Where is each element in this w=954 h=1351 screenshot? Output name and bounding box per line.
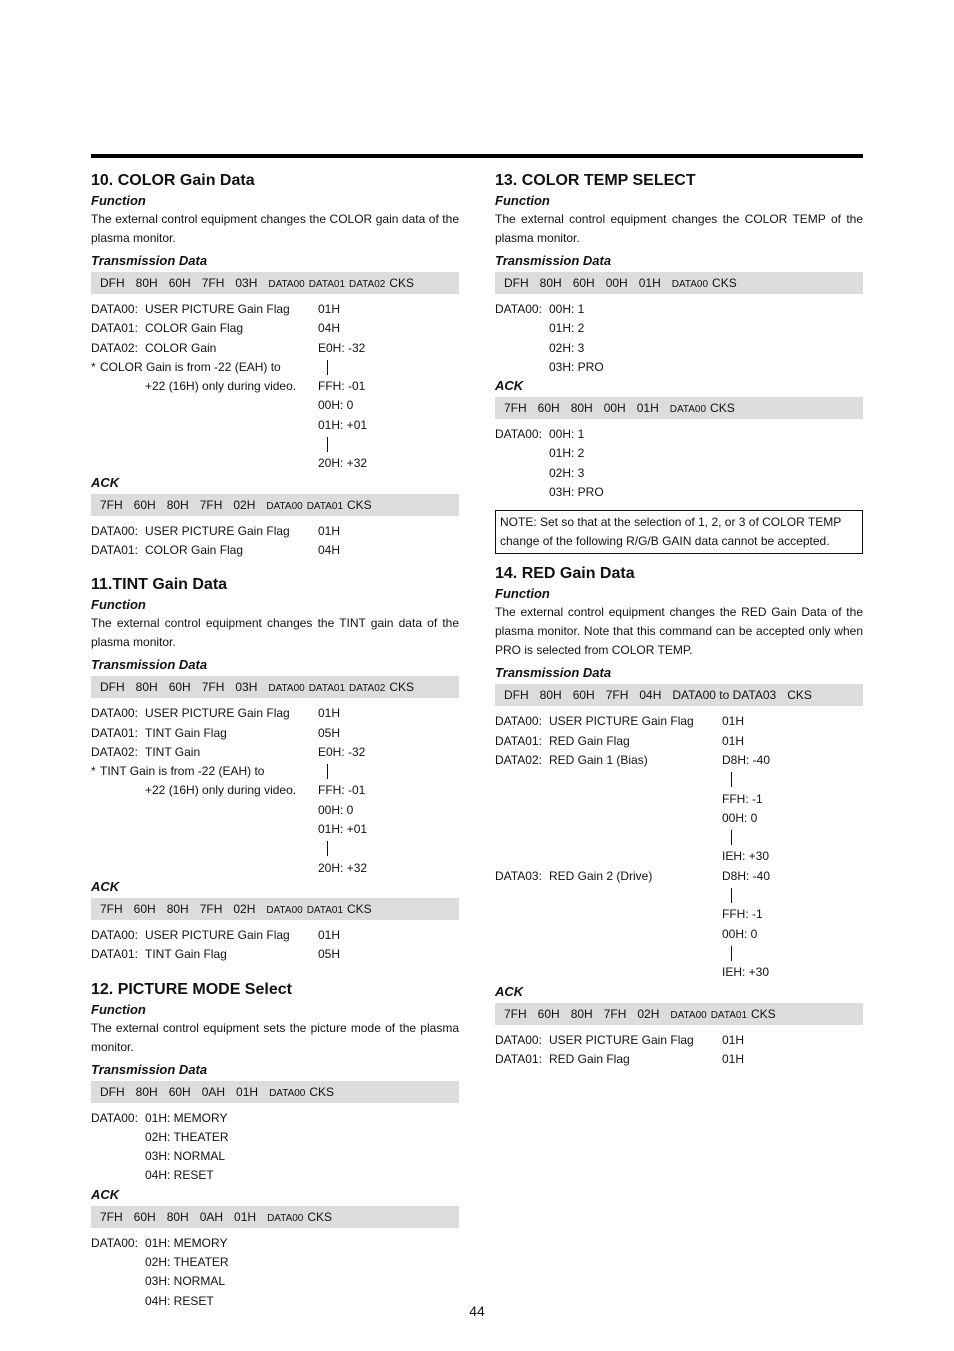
row-value: FFH: -01 (318, 379, 366, 394)
row-name: TINT Gain is from -22 (EAH) to (100, 764, 265, 779)
data-row (91, 1128, 459, 1147)
bar-field: CKS (712, 276, 737, 290)
data-row (495, 300, 863, 319)
bar-field: 7FH (100, 1209, 123, 1224)
row-value: 00H: 0 (318, 802, 354, 817)
range-line (327, 437, 328, 452)
bar-field: 80H (166, 497, 189, 512)
row-name: TINT Gain (145, 744, 201, 759)
row-value: 05H (318, 725, 341, 740)
bar-field: CKS (389, 680, 415, 695)
data-row (91, 377, 459, 396)
row-name: 00H: 1 (549, 427, 585, 442)
bar-field: DATA00 (267, 1212, 304, 1224)
data-row (495, 847, 863, 866)
row-key: DATA02: (91, 340, 138, 355)
data-row (495, 944, 863, 963)
data-row (91, 522, 459, 541)
row-name: COLOR Gain Flag (145, 542, 244, 557)
top-rule (91, 154, 863, 158)
row-value: 20H: +32 (318, 456, 368, 471)
function-label: Function (91, 597, 146, 613)
bar-field: DATA00 (266, 500, 303, 512)
bar-field: 7FH (603, 1006, 627, 1021)
row-name: 03H: NORMAL (145, 1149, 226, 1164)
bar-field: 04H (639, 688, 662, 703)
row-value: FFH: -1 (722, 907, 763, 922)
row-name: COLOR Gain is from -22 (EAH) to (100, 359, 281, 374)
row-value: 00H: 0 (722, 810, 758, 825)
row-name: 01H: MEMORY (145, 1110, 228, 1125)
row-value: 01H: +01 (318, 822, 368, 837)
data-rows (495, 712, 863, 982)
bar-field: DATA00 (266, 904, 303, 916)
page-number: 44 (469, 1303, 485, 1319)
row-name: 02H: THEATER (145, 1129, 229, 1144)
data-row (495, 751, 863, 770)
data-row (91, 820, 459, 839)
data-row (91, 1234, 459, 1253)
row-value: E0H: -32 (318, 744, 366, 759)
data-row (495, 770, 863, 789)
row-name: USER PICTURE Gain Flag (145, 302, 290, 316)
function-label: Function (495, 193, 550, 208)
data-row (91, 541, 459, 560)
row-name: 03H: PRO (549, 359, 604, 374)
bar-field: DATA01 (308, 279, 346, 290)
row-value: D8H: -40 (722, 868, 771, 883)
bar-field: DFH (100, 1084, 125, 1099)
section-description: The external control equipment changes the COLOR gain data of the plasma monitor. (91, 212, 459, 245)
row-value: 20H: +32 (318, 860, 368, 875)
data-row (91, 300, 459, 319)
bar-field: 7FH (201, 276, 225, 290)
data-row (91, 1109, 459, 1128)
data-rows (91, 300, 459, 474)
row-name: RED Gain Flag (549, 733, 630, 748)
row-value: 04H (318, 321, 341, 336)
row-name: RED Gain 1 (Bias) (549, 752, 648, 767)
bar-field: 03H (235, 276, 258, 290)
data-row (495, 339, 863, 358)
bar-field: 80H (166, 1209, 189, 1224)
row-name: RED Gain Flag (549, 1051, 630, 1066)
data-row (495, 905, 863, 924)
bar-field: DATA00 to DATA03 (672, 688, 777, 703)
ack-bar (91, 898, 459, 920)
bar-field: 60H (133, 1209, 156, 1224)
transmission-label: Transmission Data (91, 657, 208, 673)
data-row (91, 926, 459, 945)
data-row (495, 828, 863, 847)
data-rows (91, 522, 459, 561)
section-s13 (495, 170, 863, 554)
range-line (731, 888, 732, 903)
row-value: D8H: -40 (722, 752, 771, 767)
bar-field: 7FH (504, 1006, 527, 1021)
row-name: USER PICTURE Gain Flag (145, 706, 290, 721)
ack-label: ACK (91, 1186, 120, 1202)
bar-field: 60H (168, 1084, 191, 1099)
row-name: 04H: RESET (145, 1168, 214, 1183)
data-row (91, 801, 459, 820)
bar-field: 7FH (504, 401, 527, 416)
data-row (91, 762, 459, 781)
transmission-bar (91, 1081, 459, 1103)
bar-field: 80H (135, 680, 158, 695)
row-value: 01H (318, 706, 341, 721)
transmission-bar (91, 676, 459, 698)
row-key: DATA01: (91, 725, 138, 740)
ack-label: ACK (91, 878, 120, 894)
row-key: DATA01: (91, 321, 138, 336)
ack-bar (91, 1206, 459, 1228)
section-description: The external control equipment sets the picture mode of the plasma monitor. (91, 1020, 459, 1054)
row-key: DATA02: (91, 744, 138, 759)
bar-field: 02H (233, 497, 256, 512)
bar-field: 60H (133, 901, 156, 916)
bar-field: DATA02 (349, 279, 386, 290)
row-name: TINT Gain Flag (145, 725, 227, 740)
row-value: 01H (722, 714, 745, 729)
bar-field: DFH (100, 276, 125, 290)
range-line (327, 764, 328, 779)
section-description: The external control equipment changes the COLOR TEMP of the plasma monitor. (495, 212, 863, 245)
bar-field: 01H (236, 1084, 259, 1099)
row-value: 01H (318, 302, 341, 316)
data-row (495, 1031, 863, 1050)
transmission-bar (495, 272, 863, 294)
section-s14 (495, 563, 863, 1083)
row-key: DATA03: (495, 868, 542, 883)
range-line (327, 841, 328, 856)
bar-field: 60H (168, 680, 191, 695)
data-rows (495, 425, 863, 502)
row-key: DATA00: (91, 1110, 138, 1125)
ack-bar (495, 397, 863, 419)
bar-field: 60H (572, 688, 595, 703)
left-column (91, 170, 459, 1325)
data-row (495, 444, 863, 463)
row-name: 02H: 3 (549, 465, 585, 480)
row-name: 00H: 1 (549, 302, 585, 316)
row-name: 02H: THEATER (145, 1255, 229, 1270)
row-key: * (91, 764, 96, 779)
ack-label: ACK (495, 983, 524, 999)
function-label: Function (495, 586, 550, 602)
bar-field: 03H (235, 680, 258, 695)
bar-field: 00H (605, 276, 628, 290)
data-row (495, 1050, 863, 1069)
data-row (91, 743, 459, 762)
row-name: 01H: 2 (549, 446, 585, 461)
bar-field: 60H (537, 1006, 560, 1021)
row-key: DATA01: (91, 947, 138, 962)
bar-field: CKS (389, 276, 415, 290)
row-key: DATA00: (91, 1235, 138, 1250)
row-value: 01H (722, 733, 745, 748)
row-value: FFH: -1 (722, 791, 763, 806)
data-row (91, 781, 459, 800)
row-name: RED Gain 2 (Drive) (549, 868, 653, 883)
section-title: 12. PICTURE MODE Select (91, 980, 292, 998)
ack-label: ACK (495, 378, 524, 394)
bar-field: 80H (166, 901, 189, 916)
row-value: 01H: +01 (318, 417, 368, 432)
row-value: 00H: 0 (318, 398, 354, 413)
function-label: Function (91, 1001, 146, 1017)
data-rows (495, 1031, 863, 1070)
data-row (91, 1147, 459, 1166)
row-name: 01H: MEMORY (145, 1235, 228, 1250)
data-row (495, 790, 863, 809)
note-box: NOTE: Set so that at the selection of 1, 2, or 3 of COLOR TEMP change of the following R/G/B GAIN data cannot be accepted. (495, 510, 863, 554)
bar-field: DATA00 (670, 1009, 707, 1021)
row-name: USER PICTURE Gain Flag (145, 523, 290, 538)
bar-field: CKS (347, 901, 372, 916)
bar-field: 02H (637, 1006, 660, 1021)
data-row (91, 416, 459, 435)
bar-field: DATA00 (669, 404, 707, 416)
transmission-bar (91, 272, 459, 294)
bar-field: 7FH (100, 901, 123, 916)
data-row (495, 464, 863, 483)
row-value: 01H (318, 927, 341, 942)
data-row (91, 1253, 459, 1272)
row-value: FFH: -01 (318, 783, 366, 798)
bar-field: 60H (572, 276, 595, 290)
data-row (91, 724, 459, 743)
range-line (731, 772, 732, 787)
transmission-label: Transmission Data (91, 253, 208, 268)
data-row (495, 732, 863, 751)
bar-field: DATA01 (306, 904, 344, 916)
data-row (91, 704, 459, 723)
section-s11 (91, 574, 459, 978)
bar-field: DATA00 (268, 683, 305, 695)
data-row (495, 886, 863, 905)
ack-bar (495, 1003, 863, 1025)
bar-field: DATA01 (710, 1009, 748, 1021)
bar-field: CKS (347, 497, 372, 512)
bar-field: DFH (504, 276, 529, 290)
range-line (327, 360, 328, 375)
bar-field: 7FH (201, 680, 225, 695)
bar-field: 0AH (201, 1084, 226, 1099)
bar-field: 01H (234, 1209, 257, 1224)
section-title: 11.TINT Gain Data (91, 576, 228, 594)
row-key: DATA00: (91, 927, 138, 942)
data-row (495, 867, 863, 886)
section-gap (91, 560, 459, 574)
row-value: 01H (318, 523, 341, 538)
data-row (495, 483, 863, 502)
row-name: 04H: RESET (145, 1293, 214, 1308)
bar-field: 0AH (199, 1209, 224, 1224)
bar-field: DATA00 (269, 1087, 306, 1099)
bar-field: DATA00 (671, 279, 709, 290)
section-title: 10. COLOR Gain Data (91, 172, 255, 189)
transmission-label: Transmission Data (495, 665, 612, 681)
section-description: The external control equipment changes the RED Gain Data of the plasma monitor. Note that this command can be accepted only when PRO is selected from COLOR TEMP. (495, 605, 863, 658)
range-line (731, 946, 732, 961)
row-value: 01H (722, 1032, 745, 1047)
row-key: * (91, 359, 96, 374)
data-row (91, 859, 459, 878)
row-name: USER PICTURE Gain Flag (549, 1032, 694, 1047)
bar-field: CKS (307, 1209, 333, 1224)
row-name: 03H: NORMAL (145, 1274, 226, 1289)
bar-field: 01H (636, 401, 659, 416)
bar-field: 80H (539, 276, 562, 290)
right-column (495, 170, 863, 1083)
data-row (91, 839, 459, 858)
ack-bar (91, 494, 459, 516)
bar-field: 01H (638, 276, 661, 290)
row-key: DATA01: (495, 733, 542, 748)
row-value: 04H (318, 542, 341, 557)
row-value: IEH: +30 (722, 849, 770, 864)
bar-field: 80H (135, 276, 158, 290)
row-key: DATA00: (495, 302, 542, 316)
row-value: 00H: 0 (722, 926, 758, 941)
bar-field: CKS (787, 688, 812, 703)
ack-label: ACK (91, 474, 120, 490)
row-value: 05H (318, 947, 341, 962)
data-row (495, 358, 863, 377)
row-value: IEH: +30 (722, 965, 770, 980)
bar-field: 60H (537, 401, 560, 416)
transmission-bar (495, 684, 863, 706)
row-name: +22 (16H) only during video. (145, 379, 297, 394)
bar-field: CKS (309, 1084, 335, 1099)
bar-field: 60H (168, 276, 191, 290)
bar-field: 80H (135, 1084, 158, 1099)
row-key: DATA00: (495, 1032, 542, 1047)
data-rows (91, 704, 459, 878)
bar-field: 80H (570, 1006, 593, 1021)
row-name: +22 (16H) only during video. (145, 783, 297, 798)
range-line (731, 830, 732, 845)
row-key: DATA01: (495, 1051, 542, 1066)
data-row (495, 809, 863, 828)
data-row (91, 1166, 459, 1185)
bar-field: DATA00 (268, 279, 305, 290)
bar-field: 80H (570, 401, 593, 416)
data-row (91, 945, 459, 964)
row-key: DATA00: (91, 523, 138, 538)
transmission-label: Transmission Data (91, 1061, 208, 1077)
row-name: TINT Gain Flag (145, 947, 227, 962)
row-name: USER PICTURE Gain Flag (145, 927, 290, 942)
data-row (91, 435, 459, 454)
bar-field: DFH (100, 680, 125, 695)
data-row (91, 339, 459, 358)
section-title: 13. COLOR TEMP SELECT (495, 172, 696, 189)
bar-field: 02H (233, 901, 256, 916)
row-name: COLOR Gain Flag (145, 321, 244, 336)
data-row (91, 396, 459, 415)
bar-field: DATA01 (306, 500, 344, 512)
section-gap (91, 965, 459, 979)
bar-field: DFH (504, 688, 529, 703)
data-row (91, 319, 459, 338)
transmission-label: Transmission Data (495, 253, 612, 268)
bar-field: CKS (710, 401, 735, 416)
bar-field: 60H (133, 497, 156, 512)
function-label: Function (91, 193, 146, 208)
row-key: DATA00: (495, 714, 542, 729)
bar-field: CKS (751, 1006, 776, 1021)
row-key: DATA02: (495, 752, 542, 767)
row-value: 01H (722, 1051, 745, 1066)
row-key: DATA01: (91, 542, 138, 557)
row-key: DATA00: (91, 302, 138, 316)
bar-field: DATA01 (308, 683, 346, 695)
row-name: 01H: 2 (549, 321, 585, 336)
row-name: 02H: 3 (549, 340, 585, 355)
section-description: The external control equipment changes the TINT gain data of the plasma monitor. (91, 616, 459, 650)
data-row (495, 425, 863, 444)
bar-field: 7FH (100, 497, 123, 512)
row-value: E0H: -32 (318, 340, 366, 355)
section-s10 (91, 170, 459, 574)
bar-field: 7FH (605, 688, 629, 703)
row-name: USER PICTURE Gain Flag (549, 714, 694, 729)
data-rows (495, 300, 863, 377)
data-row (91, 454, 459, 473)
data-row (495, 963, 863, 982)
row-name: COLOR Gain (145, 340, 217, 355)
data-row (495, 319, 863, 338)
data-rows (91, 1234, 459, 1311)
data-row (495, 712, 863, 731)
bar-field: 7FH (199, 901, 223, 916)
section-gap (495, 1069, 863, 1083)
row-name: 03H: PRO (549, 485, 604, 500)
section-s12 (91, 979, 459, 1325)
row-key: DATA00: (91, 706, 138, 721)
data-row (91, 1272, 459, 1291)
bar-field: 00H (603, 401, 626, 416)
data-rows (91, 926, 459, 965)
data-rows (91, 1109, 459, 1186)
bar-field: DATA02 (349, 683, 386, 695)
row-key: DATA00: (495, 427, 542, 442)
bar-field: 7FH (199, 497, 223, 512)
data-row (91, 358, 459, 377)
data-row (495, 925, 863, 944)
bar-field: 80H (539, 688, 562, 703)
section-title: 14. RED Gain Data (495, 565, 635, 583)
